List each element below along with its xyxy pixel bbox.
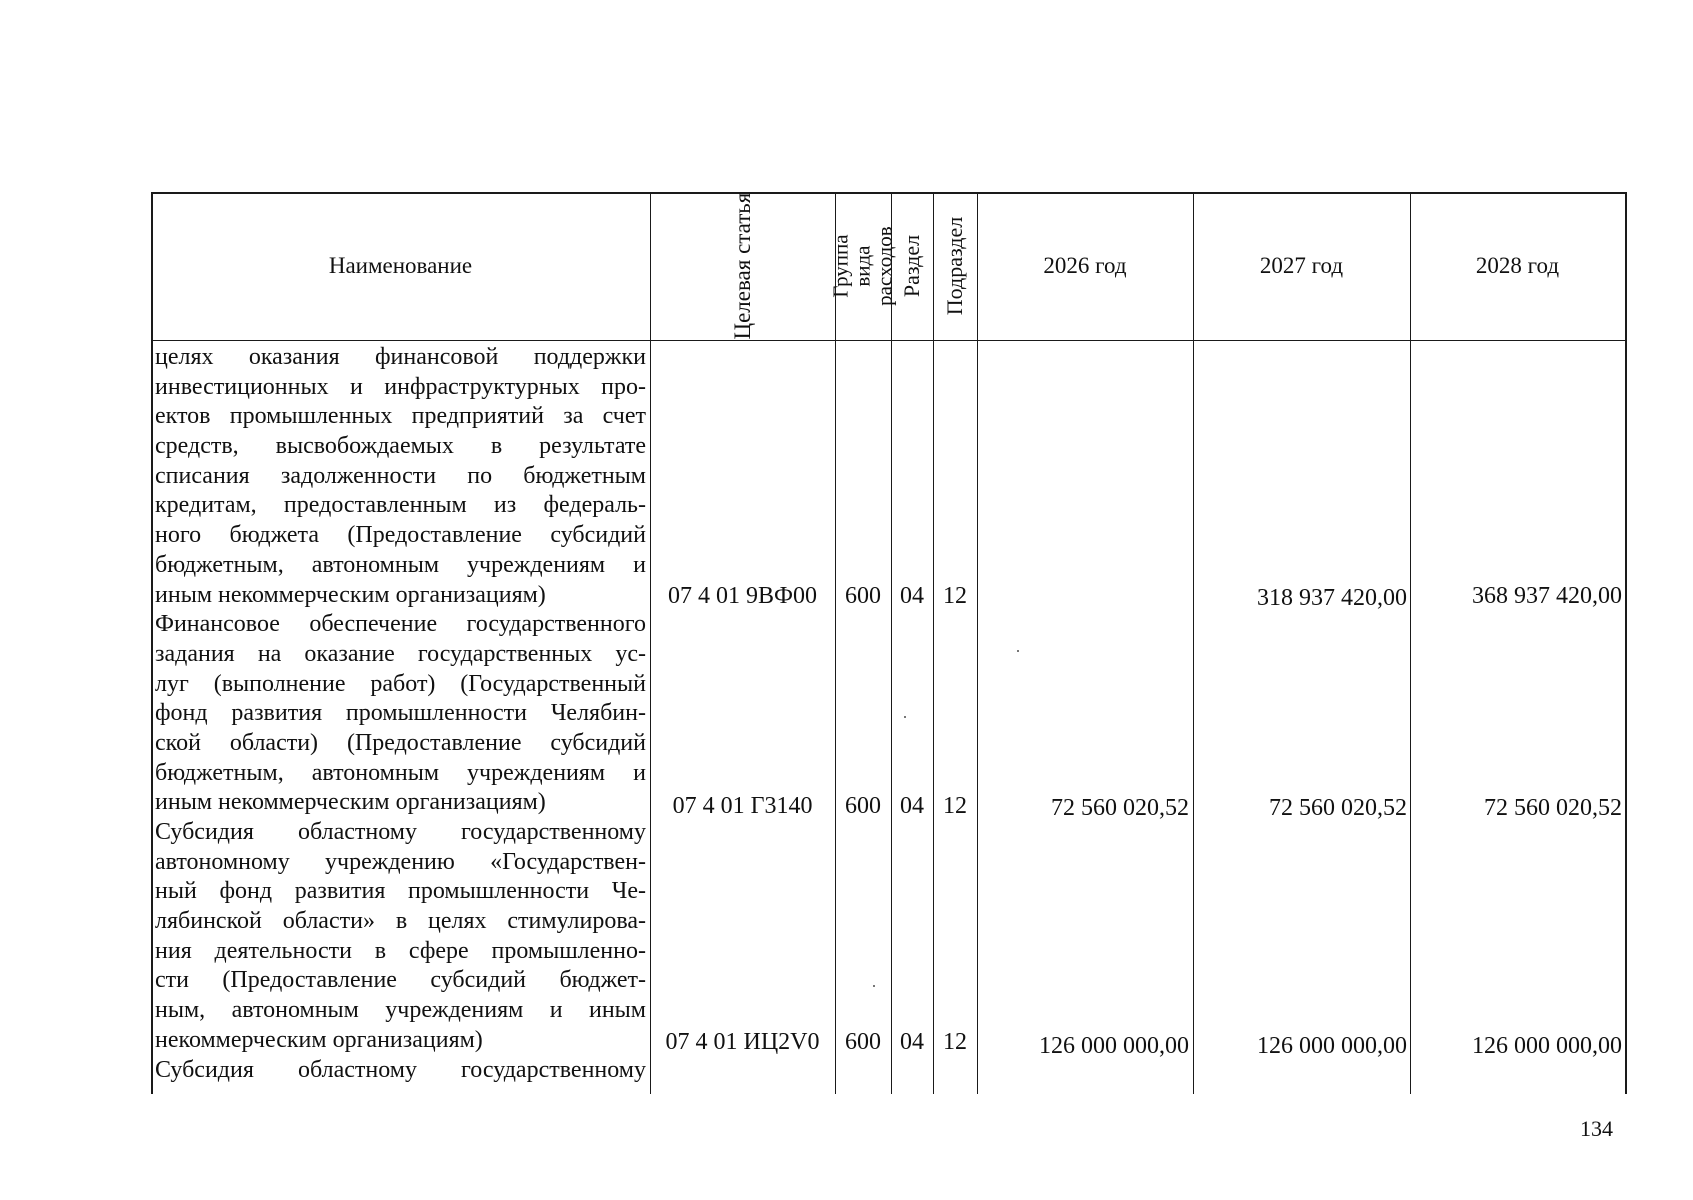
header-subsection-cell	[933, 192, 977, 340]
header-section: Раздел	[899, 234, 925, 298]
row-subsection: 12	[943, 1029, 967, 1055]
row-name-line: ской области) (Предоставление субсидий	[155, 729, 646, 756]
row-name-line: Субсидия областному государственному	[155, 1056, 646, 1083]
page-number: 134	[1580, 1116, 1613, 1141]
header-target-article: Целевая статья	[729, 192, 755, 340]
row-name-line: иным некоммерческим организациям)	[155, 581, 546, 608]
header-name: Наименование	[328, 253, 473, 278]
row-name-line: луг (выполнение работ) (Государственный	[155, 670, 646, 697]
row-name-line: Финансовое обеспечение государственного	[155, 611, 646, 638]
row-name-line: автономному учреждению «Государствен-	[155, 848, 646, 875]
scan-speck	[873, 985, 875, 987]
row-year-2028: 126 000 000,00	[1472, 1033, 1622, 1059]
row-section: 04	[900, 793, 924, 819]
row-name-line: ния деятельности в сфере промышленно-	[155, 937, 646, 964]
header-year-2028: 2028 год	[1475, 253, 1560, 278]
header-target-article-cell	[650, 192, 835, 340]
row-target-article: 07 4 01 Г3140	[672, 793, 813, 819]
row-name-line: средств, высвобождаемых в результате	[155, 433, 646, 460]
description-column	[155, 343, 646, 1085]
row-year-2026: 72 560 020,52	[1051, 795, 1189, 821]
header-subsection: Подраздел	[942, 216, 968, 316]
row-name-line: ный фонд развития промышленности Че-	[155, 878, 646, 905]
row-name-line: иным некоммерческим организациям)	[155, 789, 546, 816]
table-right-border	[1625, 192, 1627, 1094]
row-subsection: 12	[943, 793, 967, 819]
scan-speck	[1017, 650, 1019, 652]
row-year-2026: 126 000 000,00	[1039, 1033, 1189, 1059]
row-name-line: инвестиционных и инфраструктурных про-	[155, 373, 646, 400]
row-name-line: ного бюджета (Предоставление субсидий	[155, 522, 646, 549]
row-name-line: некоммерческим организациям)	[155, 1026, 483, 1053]
header-expense-group-cell	[828, 192, 898, 340]
scan-speck	[904, 716, 906, 718]
row-name-line: задания на оказание государственных ус-	[155, 640, 646, 667]
row-name-line: ным, автономным учреждениям и иным	[155, 997, 646, 1024]
row-name-line: списания задолженности по бюджетным	[155, 462, 646, 489]
row-name-line: бюджетным, автономным учреждениям и	[155, 551, 646, 578]
row-year-2028: 72 560 020,52	[1484, 795, 1622, 821]
row-name-line: Субсидия областному государственному	[155, 819, 646, 845]
row-name-line: сти (Предоставление субсидий бюджет-	[155, 967, 646, 994]
row-target-article: 07 4 01 9ВФ00	[668, 583, 817, 609]
row-expense-group: 600	[845, 1029, 881, 1055]
row-expense-group: 600	[845, 793, 881, 819]
row-name-line: целях оказания финансовой поддержки	[155, 344, 646, 370]
row-section: 04	[900, 1029, 924, 1055]
row-subsection: 12	[943, 583, 967, 609]
row-name-line: лябинской области» в целях стимулирова-	[155, 908, 646, 935]
header-expense-group: Группа вида расходов	[828, 226, 898, 306]
row-name-line: кредитам, предоставленным из федераль-	[155, 492, 646, 519]
header-section-cell	[891, 192, 933, 340]
row-year-2027: 318 937 420,00	[1257, 585, 1407, 611]
row-year-2027: 126 000 000,00	[1257, 1033, 1407, 1059]
row-target-article: 07 4 01 ИЦ2V0	[665, 1029, 820, 1055]
header-bottom-border	[151, 340, 1625, 341]
row-name-line: фонд развития промышленности Челябин-	[155, 700, 646, 727]
row-year-2028: 368 937 420,00	[1472, 583, 1622, 609]
header-year-2027: 2027 год	[1259, 253, 1344, 278]
row-name-line: бюджетным, автономным учреждениям и	[155, 759, 646, 786]
row-name-line: ектов промышленных предприятий за счет	[155, 403, 646, 430]
row-expense-group: 600	[845, 583, 881, 609]
header-year-2026: 2026 год	[1043, 253, 1127, 278]
row-section: 04	[900, 583, 924, 609]
row-year-2027: 72 560 020,52	[1269, 795, 1407, 821]
